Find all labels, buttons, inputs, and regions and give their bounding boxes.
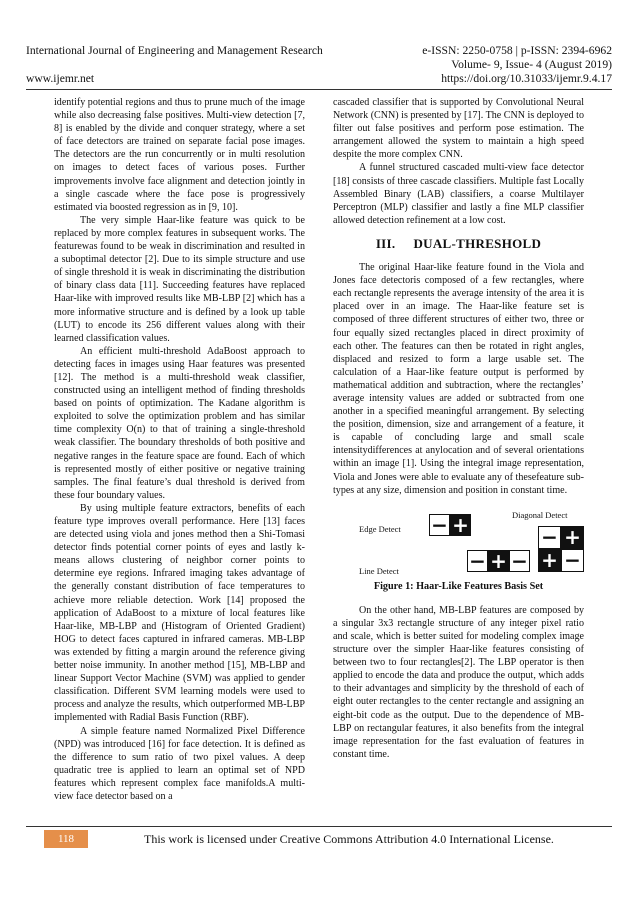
page-number: 118 (44, 830, 88, 848)
figure-caption: Figure 1: Haar-Like Features Basis Set (373, 580, 544, 592)
haar-feature-figure (333, 506, 584, 578)
page-footer (26, 830, 612, 848)
diagonal-plus-rect-bottom: + (538, 549, 561, 572)
paragraph: A simple feature named Normalized Pixel Difference (NPD) was introduced [16] for face detection. It is defined as the difference to sum ratio of two pixel values. A deep quadratic tree is applied to learn an optimal set of NPD features which represent complex face manifolds.A multi-view face detector based on a (54, 725, 305, 802)
paragraph: The original Haar-like feature found in the Viola and Jones face detectoris composed of a few rectangles, where each rectangle represents the average intensity of the area it is placed over in an image. The Haar-like feature set is composed of three different structures of either two, three or four equally sized rectangles placed in direct proximity of each other. The features can then be rotated in right angles, displaced and resized to form a large usable set. The calculation of a Haar-like feature output is performed by mathematical addition and subtraction, where the rectangles’ average intensity values are added or subtracted from one another in a specified meaningful arrangement. By selecting the position, dimension, size and arrangement of a feature, it is capable of concluding large and small scale intensitydifferences at anylocation and of several orientations within an image [1]. Using the integral image representation, Viola and Jones were able to evaluate any of thesefeature sub-types at any size, dimension and position in constant time. (333, 262, 584, 496)
diagonal-minus-rect-top: − (538, 526, 561, 549)
section-title: DUAL-THRESHOLD (413, 235, 542, 251)
line-minus-rect-right: − (509, 550, 530, 572)
article-doi[interactable]: https://doi.org/10.31033/ijemr.9.4.17 (441, 72, 612, 85)
diagonal-plus-rect-top: + (561, 526, 584, 549)
header-rule (26, 89, 612, 90)
paragraph: identify potential regions and thus to prune much of the image while also decreasing false positives. Multi-view detection [7, 8] is enabled by the divide and conquer strategy, where a set of face detectors are trained on separate facial pose images. The detectors are the run concurrently or in multi resolution on images to detect faces of various poses. Further improvements involve face alignment and detection jointly in a single cascade where the face pose is progressively estimated via boosted regression as in [9, 10]. (54, 97, 305, 213)
left-column (54, 96, 305, 803)
paragraph: A funnel structured cascaded multi-view face detector [18] consists of three cascade classifiers. Multiple fast Locally Assembled Binary (LAB) classifiers, a coarse Multilayer Perceptron (MLP) classifier and lastly a fine MLP classifier allowed detection refinement at a low cost. (333, 162, 584, 226)
line-minus-rect-left: − (467, 550, 488, 572)
line-detect-label: Line Detect (359, 565, 399, 576)
right-column (333, 96, 584, 761)
paragraph: An efficient multi-threshold AdaBoost approach to detecting faces in images using Haar features was presented [12]. The method is a multi-threshold weak classifier, constructed using an intelligent method of finding thresholds based on points of optimization. The Kadane algorithm is exploited to solve the optimization problem and has similar time complexity O(n) to that of training a single-threshold weak classifier. The boundary thresholds of both positive and negative ranges in the feature space are found. Each of which is represented mostly of either positive or negative training samples. The final feature’s dual threshold is derived from these four boundary values. (54, 345, 305, 501)
paragraph: On the other hand, MB-LBP features are composed by a singular 3x3 rectangle structure of any integer pixel ratio and scale, which is better suited for modeling complex image structure over the simpler Haar-like features consisting of between two to four rectangles[2]. The LBP operator is then applied to encode the data and produce the output, which adds to their advantages and simplicity by the threshold of each of eight outer rectangles to the center rectangle and assigning an eight-bit code as the output. Due to the dependence of MB-LBP on rectangular features, it also benefits from the integral image representation for the fast evaluation of features in constant time. (333, 604, 584, 760)
footer-rule (26, 826, 612, 827)
volume-info: Volume- 9, Issue- 4 (August 2019) (451, 58, 612, 71)
paragraph: cascaded classifier that is supported by Convolutional Neural Network (CNN) is presented by [17]. The CNN is deployed to filter out false positives and perform pose estimation. The arrangement allowed the system to maintain a high speed despite the more complex CNN. (333, 97, 584, 161)
license-notice[interactable]: This work is licensed under Creative Commons Attribution 4.0 International License. (144, 832, 554, 846)
section-heading (333, 237, 584, 250)
section-number: III. (375, 235, 396, 251)
paragraph: The very simple Haar-like feature was quick to be replaced by more complex features in subsequent works. The featurewas found to be weak in discrimination and resulted in a suboptimal detector [2]. Due to its simple structure and use of single threshold it is weak in discriminating the distribution of binary class data [11]. Succeeding features have replaced Haar-like with improved results like MB-LBP [2] which has a more informative structure and is defined by a look up table (LUT) to encode its 256 different values along with their learned classification values. (54, 214, 305, 344)
running-header (26, 44, 612, 86)
diagonal-minus-rect-bottom: − (561, 549, 584, 572)
edge-minus-rect: − (429, 514, 450, 536)
line-plus-rect: + (488, 550, 509, 572)
edge-plus-rect: + (450, 514, 471, 536)
paragraph: By using multiple feature extractors, benefits of each feature type improves overall performance. Here [13] faces are detected using viola and jones method then a Shi-Tomasi detector finds potential corner points of eyes and lastly k-means allows clustering of neighbor corner points to determine eye regions. Infrared imaging takes advantage of the generally constant distribution of face temperatures to achieve more reliable detection. Work [14] proposed the application of AdaBoost to a mixture of local features like Haar-like, MB-LBP and (Histogram of Oriented Gradient) HOG to detect faces captured in infrared cameras. MB-LBP was extended by fitting a margin around the reference giving better noise immunity. In another method [15], MB-LBP and linear Support Vector Machine (SVM) was applied to gender classification. Different SVM learning models were used to process and analyze the results, which outperformed MB-LBP implemented with Radial Basis Function (RBF). (54, 502, 305, 724)
journal-name: International Journal of Engineering and Management Research (26, 44, 323, 57)
issn-info: e-ISSN: 2250-0758 | p-ISSN: 2394-6962 (422, 44, 612, 57)
diagonal-detect-label: Diagonal Detect (512, 509, 568, 520)
journal-website[interactable]: www.ijemr.net (26, 72, 95, 85)
edge-detect-label: Edge Detect (359, 523, 401, 534)
